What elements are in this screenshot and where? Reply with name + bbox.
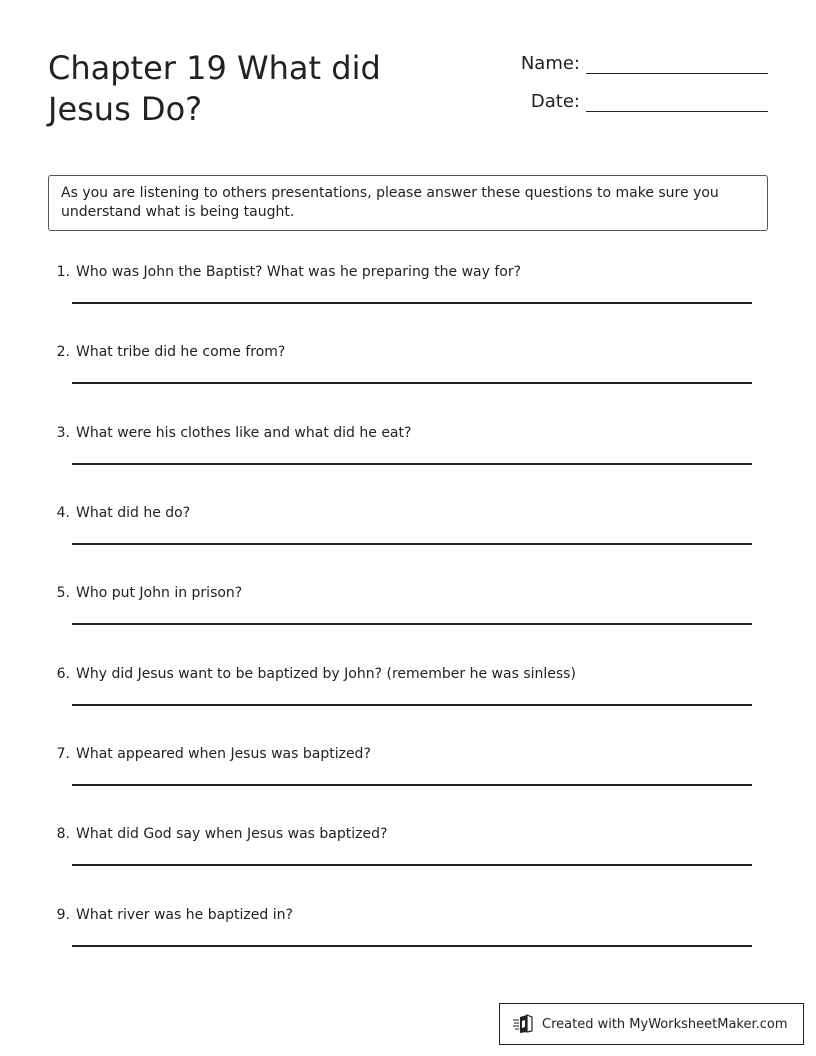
answer-line[interactable] <box>72 543 752 545</box>
question-text: Who put John in prison? <box>76 585 243 601</box>
answer-line[interactable] <box>72 864 752 866</box>
question-item <box>48 263 752 323</box>
question-text: What did he do? <box>76 505 191 521</box>
question-number: 9. <box>56 907 70 923</box>
footer-badge[interactable] <box>499 1003 804 1045</box>
question-number: 4. <box>56 505 70 521</box>
question-item <box>48 424 752 484</box>
date-blank-line[interactable] <box>586 91 768 112</box>
question-number: 3. <box>56 425 70 441</box>
question-item <box>48 584 752 644</box>
question-text: What tribe did he come from? <box>76 344 286 360</box>
question-item <box>48 906 752 966</box>
question-item <box>48 665 752 725</box>
question-number: 5. <box>56 585 70 601</box>
question-item <box>48 504 752 564</box>
question-text: What did God say when Jesus was baptized? <box>76 826 388 842</box>
answer-line[interactable] <box>72 382 752 384</box>
date-field <box>510 91 768 112</box>
answer-line[interactable] <box>72 704 752 706</box>
worksheet-title: Chapter 19 What did Jesus Do? <box>48 49 381 128</box>
date-label: Date: <box>530 91 580 112</box>
answer-line[interactable] <box>72 784 752 786</box>
question-number: 2. <box>56 344 70 360</box>
answer-line[interactable] <box>72 945 752 947</box>
question-item <box>48 745 752 805</box>
worksheet-maker-logo-icon <box>512 1014 534 1034</box>
footer-text: Created with MyWorksheetMaker.com <box>542 1016 788 1032</box>
question-text: Who was John the Baptist? What was he preparing the way for? <box>76 264 522 280</box>
name-field <box>510 53 768 74</box>
question-text: What appeared when Jesus was baptized? <box>76 746 371 762</box>
question-text: What river was he baptized in? <box>76 907 293 923</box>
question-number: 8. <box>56 826 70 842</box>
question-item <box>48 825 752 885</box>
answer-line[interactable] <box>72 463 752 465</box>
question-number: 6. <box>56 666 70 682</box>
answer-line[interactable] <box>72 623 752 625</box>
name-blank-line[interactable] <box>586 53 768 74</box>
name-label: Name: <box>520 53 580 74</box>
question-item <box>48 343 752 403</box>
question-number: 7. <box>56 746 70 762</box>
answer-line[interactable] <box>72 302 752 304</box>
question-text: What were his clothes like and what did he eat? <box>76 425 412 441</box>
question-number: 1. <box>56 264 70 280</box>
instructions-box: As you are listening to others presentations, please answer these questions to make sure you understand what is being taught. <box>48 175 768 231</box>
question-text: Why did Jesus want to be baptized by John? (remember he was sinless) <box>76 666 576 682</box>
